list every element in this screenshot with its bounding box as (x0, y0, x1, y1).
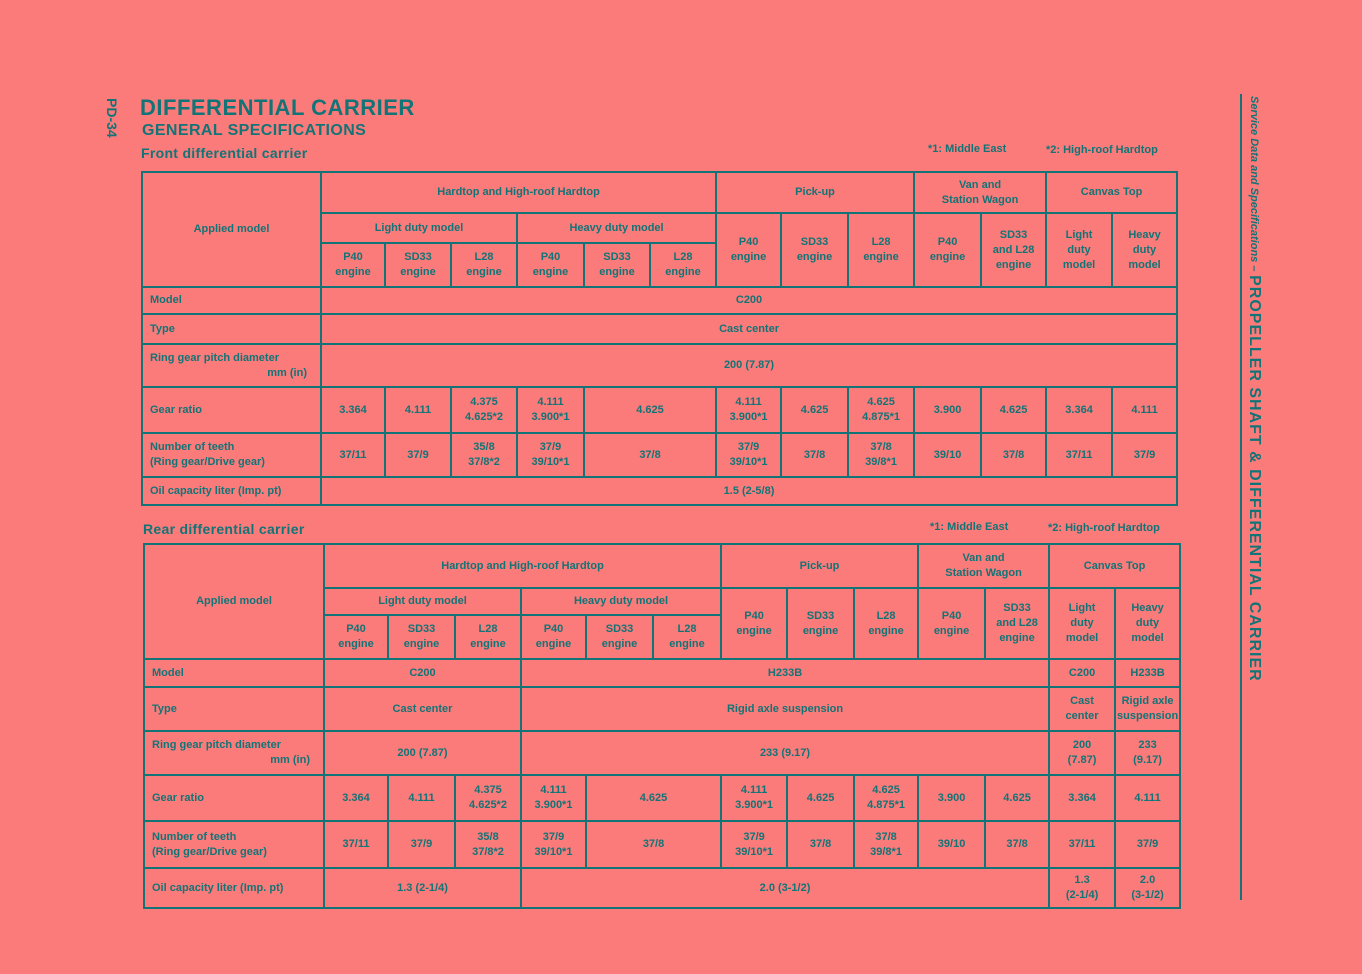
teeth-cell: 37/8 (781, 433, 848, 477)
hardtop-header: Hardtop and High-roof Hardtop (324, 544, 721, 588)
rear-ring-gear-cell: 200 (7.87) (324, 731, 521, 775)
front-section-title: Front differential carrier (141, 145, 308, 161)
rear-oil-cell: 2.0 (3-1/2) (1115, 868, 1180, 908)
teeth-cell: 37/8 (981, 433, 1046, 477)
teeth-cell: 37/8 (586, 821, 721, 868)
row-label-ring-gear (144, 731, 324, 775)
page-subtitle: GENERAL SPECIFICATIONS (142, 122, 367, 139)
gear-ratio-cell: 3.364 (321, 387, 385, 433)
teeth-cell: 37/9 (385, 433, 451, 477)
gear-ratio-cell: 4.111 (385, 387, 451, 433)
gear-ratio-cell: 3.900 (914, 387, 981, 433)
sidebar-heading (1245, 96, 1263, 756)
gear-ratio-cell: 4.111 3.900*1 (517, 387, 584, 433)
canvas-heavy-header: Heavy duty model (1112, 213, 1177, 287)
light-duty-header: Light duty model (324, 588, 521, 615)
canvas-header: Canvas Top (1046, 172, 1177, 213)
teeth-cell: 37/11 (1049, 821, 1115, 868)
teeth-cell: 37/9 39/10*1 (721, 821, 787, 868)
teeth-cell: 37/9 39/10*1 (517, 433, 584, 477)
van-header: Van and Station Wagon (914, 172, 1046, 213)
applied-model-header: Applied model (142, 172, 321, 287)
gear-ratio-cell: 3.900 (918, 775, 985, 821)
gear-ratio-cell: 4.625 (586, 775, 721, 821)
teeth-cell: 37/9 (388, 821, 455, 868)
rear-ring-gear-cell: 233 (9.17) (1115, 731, 1180, 775)
gear-ratio-cell: 4.111 3.900*1 (721, 775, 787, 821)
van-sd33-l28-header: SD33 and L28 engine (981, 213, 1046, 287)
gear-ratio-cell: 4.111 (1112, 387, 1177, 433)
ring-gear-label-line1: Ring gear pitch diameter (152, 739, 281, 751)
heavy-p40-header: P40 engine (521, 615, 586, 659)
row-label-oil: Oil capacity liter (Imp. pt) (144, 868, 324, 908)
light-sd33-header: SD33 engine (385, 243, 451, 287)
light-sd33-header: SD33 engine (388, 615, 455, 659)
rear-type-cell: Cast center (1049, 687, 1115, 731)
gear-ratio-cell: 4.625 (584, 387, 716, 433)
teeth-cell: 35/8 37/8*2 (451, 433, 517, 477)
rear-type-cell: Rigid axle suspension (1115, 687, 1180, 731)
teeth-cell: 37/8 39/8*1 (854, 821, 918, 868)
teeth-cell: 37/8 (787, 821, 854, 868)
page-number: PD-34 (104, 98, 120, 138)
light-l28-header: L28 engine (455, 615, 521, 659)
canvas-heavy-header: Heavy duty model (1115, 588, 1180, 659)
rear-type-cell: Rigid axle suspension (521, 687, 1049, 731)
gear-ratio-cell: 4.625 4.875*1 (848, 387, 914, 433)
gear-ratio-cell: 4.625 (981, 387, 1046, 433)
pickup-sd33-header: SD33 engine (781, 213, 848, 287)
heavy-sd33-header: SD33 engine (584, 243, 650, 287)
light-p40-header: P40 engine (321, 243, 385, 287)
row-label-oil: Oil capacity liter (Imp. pt) (142, 477, 321, 505)
gear-ratio-cell: 4.625 4.875*1 (854, 775, 918, 821)
front-model-value: C200 (321, 287, 1177, 314)
teeth-cell: 37/11 (321, 433, 385, 477)
ring-gear-label-unit: mm (in) (267, 366, 307, 379)
light-duty-header: Light duty model (321, 213, 517, 243)
pickup-p40-header: P40 engine (721, 588, 787, 659)
gear-ratio-cell: 3.364 (1046, 387, 1112, 433)
pickup-l28-header: L28 engine (854, 588, 918, 659)
heavy-l28-header: L28 engine (653, 615, 721, 659)
row-label-teeth: Number of teeth (Ring gear/Drive gear) (144, 821, 324, 868)
front-oil-value: 1.5 (2-5/8) (321, 477, 1177, 505)
pickup-header: Pick-up (721, 544, 918, 588)
van-p40-header: P40 engine (914, 213, 981, 287)
teeth-cell: 35/8 37/8*2 (455, 821, 521, 868)
rear-note-1: *1: Middle East (930, 521, 1009, 533)
canvas-light-header: Light duty model (1046, 213, 1112, 287)
gear-ratio-cell: 4.111 3.900*1 (521, 775, 586, 821)
pickup-header: Pick-up (716, 172, 914, 213)
rear-section-title: Rear differential carrier (143, 521, 305, 537)
page-title: DIFFERENTIAL CARRIER (140, 95, 415, 120)
pickup-l28-header: L28 engine (848, 213, 914, 287)
light-p40-header: P40 engine (324, 615, 388, 659)
rear-oil-cell: 2.0 (3-1/2) (521, 868, 1049, 908)
teeth-cell: 37/9 39/10*1 (716, 433, 781, 477)
canvas-light-header: Light duty model (1049, 588, 1115, 659)
van-header: Van and Station Wagon (918, 544, 1049, 588)
gear-ratio-cell: 3.364 (1049, 775, 1115, 821)
gear-ratio-cell: 4.625 (787, 775, 854, 821)
hardtop-header: Hardtop and High-roof Hardtop (321, 172, 716, 213)
gear-ratio-cell: 4.625 (985, 775, 1049, 821)
heavy-duty-header: Heavy duty model (521, 588, 721, 615)
heavy-l28-header: L28 engine (650, 243, 716, 287)
van-sd33-l28-header: SD33 and L28 engine (985, 588, 1049, 659)
gear-ratio-cell: 4.625 (781, 387, 848, 433)
van-p40-header: P40 engine (918, 588, 985, 659)
rear-model-cell: H233B (521, 659, 1049, 687)
row-label-type: Type (142, 314, 321, 344)
row-label-ring-gear (142, 344, 321, 387)
rear-spec-table (143, 543, 1181, 909)
gear-ratio-cell: 4.111 (1115, 775, 1180, 821)
rear-model-cell: C200 (324, 659, 521, 687)
rear-ring-gear-cell: 200 (7.87) (1049, 731, 1115, 775)
rear-oil-cell: 1.3 (2-1/4) (324, 868, 521, 908)
rear-oil-cell: 1.3 (2-1/4) (1049, 868, 1115, 908)
sidebar-main: PROPELLER SHAFT & DIFFERENTIAL CARRIER (1246, 275, 1263, 682)
row-label-gear-ratio: Gear ratio (142, 387, 321, 433)
teeth-cell: 37/8 (584, 433, 716, 477)
gear-ratio-cell: 4.375 4.625*2 (455, 775, 521, 821)
teeth-cell: 37/9 (1112, 433, 1177, 477)
sidebar-rule (1240, 94, 1242, 900)
light-l28-header: L28 engine (451, 243, 517, 287)
sidebar-italic: Service Data and Specifications – (1248, 96, 1260, 272)
row-label-type: Type (144, 687, 324, 731)
gear-ratio-cell: 4.375 4.625*2 (451, 387, 517, 433)
teeth-cell: 37/9 39/10*1 (521, 821, 586, 868)
teeth-cell: 39/10 (914, 433, 981, 477)
applied-model-header: Applied model (144, 544, 324, 659)
pickup-p40-header: P40 engine (716, 213, 781, 287)
rear-model-cell: H233B (1115, 659, 1180, 687)
row-label-model: Model (142, 287, 321, 314)
row-label-model: Model (144, 659, 324, 687)
ring-gear-label-unit: mm (in) (270, 754, 310, 766)
teeth-cell: 37/11 (1046, 433, 1112, 477)
teeth-cell: 39/10 (918, 821, 985, 868)
gear-ratio-cell: 3.364 (324, 775, 388, 821)
front-note-2: *2: High-roof Hardtop (1046, 144, 1158, 156)
rear-note-2: *2: High-roof Hardtop (1048, 522, 1160, 534)
row-label-gear-ratio: Gear ratio (144, 775, 324, 821)
row-label-teeth: Number of teeth (Ring gear/Drive gear) (142, 433, 321, 477)
rear-model-cell: C200 (1049, 659, 1115, 687)
heavy-duty-header: Heavy duty model (517, 213, 716, 243)
rear-type-cell: Cast center (324, 687, 521, 731)
teeth-cell: 37/8 39/8*1 (848, 433, 914, 477)
rear-ring-gear-cell: 233 (9.17) (521, 731, 1049, 775)
front-type-value: Cast center (321, 314, 1177, 344)
gear-ratio-cell: 4.111 (388, 775, 455, 821)
teeth-cell: 37/8 (985, 821, 1049, 868)
front-spec-table (141, 171, 1178, 506)
heavy-sd33-header: SD33 engine (586, 615, 653, 659)
pickup-sd33-header: SD33 engine (787, 588, 854, 659)
heavy-p40-header: P40 engine (517, 243, 584, 287)
front-ring-gear-value: 200 (7.87) (321, 344, 1177, 387)
front-note-1: *1: Middle East (928, 143, 1007, 155)
teeth-cell: 37/11 (324, 821, 388, 868)
canvas-header: Canvas Top (1049, 544, 1180, 588)
teeth-cell: 37/9 (1115, 821, 1180, 868)
gear-ratio-cell: 4.111 3.900*1 (716, 387, 781, 433)
ring-gear-label-line1: Ring gear pitch diameter (150, 351, 279, 364)
